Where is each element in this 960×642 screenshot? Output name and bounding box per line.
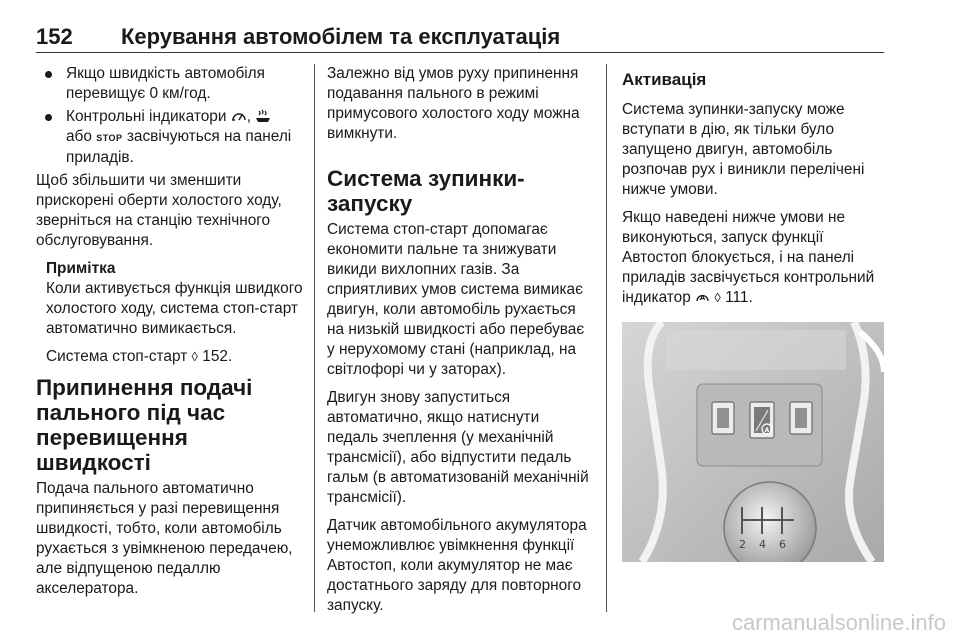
page-reference-arrow-icon: ◊ <box>191 349 198 364</box>
note-title: Примітка <box>46 260 116 277</box>
column-divider <box>606 64 607 612</box>
section-heading: Припинення подачі пального під час перевищення швидкості <box>36 375 253 475</box>
paragraph: Залежно від умов руху припинення подавання пального в режимі примусового холостого ходу можна вимкнути. <box>327 65 580 142</box>
bullet-text: Якщо швидкість автомобіля перевищує 0 км/год. <box>66 65 265 102</box>
paragraph: Подача пального автоматично припиняється у разі перевищення швидкості, тобто, коли автомобіль рухається з увімкненою передачею, але відпущеною педаллю акселератора. <box>36 480 293 597</box>
svg-text:A: A <box>699 294 706 302</box>
stop-icon: STOP <box>96 133 123 143</box>
page-number: 152 <box>36 24 73 49</box>
watermark: carmanualsonline.info <box>731 610 946 635</box>
bullet-text: Контрольні індикатори <box>66 108 227 125</box>
paragraph: Щоб збільшити чи зменшити прискорені оберти холостого ходу, зверніться на станцію технічного обслуговування. <box>36 172 282 249</box>
page-header <box>36 22 884 53</box>
speed-limiter-icon <box>231 109 247 122</box>
svg-text:A: A <box>764 427 770 434</box>
dashboard-illustration-svg <box>622 322 884 562</box>
column-divider <box>314 64 315 612</box>
note-reference <box>46 347 306 367</box>
note-box <box>36 259 306 367</box>
reference-text: Система стоп-старт <box>46 348 188 365</box>
list-item <box>36 64 306 104</box>
note-text: Коли активується функція швидкого холостого ходу, система стоп-старт автоматично вимикається. <box>46 280 303 337</box>
section-heading: Система зупинки-запуску <box>327 166 525 216</box>
column-left <box>36 64 306 607</box>
paragraph <box>622 208 886 308</box>
bullet-dot-icon <box>45 114 52 121</box>
column-middle <box>327 64 591 624</box>
bullet-dot-icon <box>45 71 52 78</box>
page-title: Керування автомобілем та експлуатація <box>121 24 561 49</box>
list-item: Контрольні індикатори , або STOP засвічуються на панелі приладів. <box>36 107 306 168</box>
bullet-text: або <box>66 128 92 145</box>
page-reference-arrow-icon: ◊ <box>714 290 721 305</box>
reference-page[interactable]: 152. <box>202 348 233 365</box>
bullet-text: засвічуються на панелі приладів. <box>66 128 292 166</box>
gear-label: 2 <box>739 538 746 551</box>
paragraph: Система зупинки-запуску може вступати в дію, як тільки було запущено двигун, автомобіль розпочав рух і виникли перелічені нижче умови. <box>622 101 865 198</box>
reference-page[interactable]: 111. <box>725 289 753 306</box>
gear-label: 4 <box>759 538 766 551</box>
paragraph: Система стоп-старт допомагає економити пальне та знижувати викиди вихлопних газів. За сприятливих умов система вимикає двигун, коли автомобіль рухається на низькій швидкості або перебуває у нерухомому стані (наприклад, на світлофорі чи у заторах). <box>327 221 585 378</box>
gear-label: 6 <box>779 538 786 551</box>
dashboard-illustration <box>622 322 884 562</box>
column-right <box>622 64 886 352</box>
autostop-icon <box>695 290 710 304</box>
paragraph: Датчик автомобільного акумулятора унеможливлює увімкнення функції Автостоп, коли акумулятор не має достатнього заряду для повторного запуску. <box>327 517 587 614</box>
subsection-heading: Активація <box>622 70 707 89</box>
paragraph-text: Якщо наведені нижче умови не виконуються, запуск функції Автостоп блокується, і на панелі приладів засвічується контрольний індикатор <box>622 209 875 306</box>
paragraph: Двигун знову запуститься автоматично, якщо натиснути педаль зчеплення (у механічній трансмісії), або відпустити педаль гальм (в автоматизованій механічній трансмісії). <box>327 389 589 506</box>
cruise-control-icon <box>255 109 271 123</box>
